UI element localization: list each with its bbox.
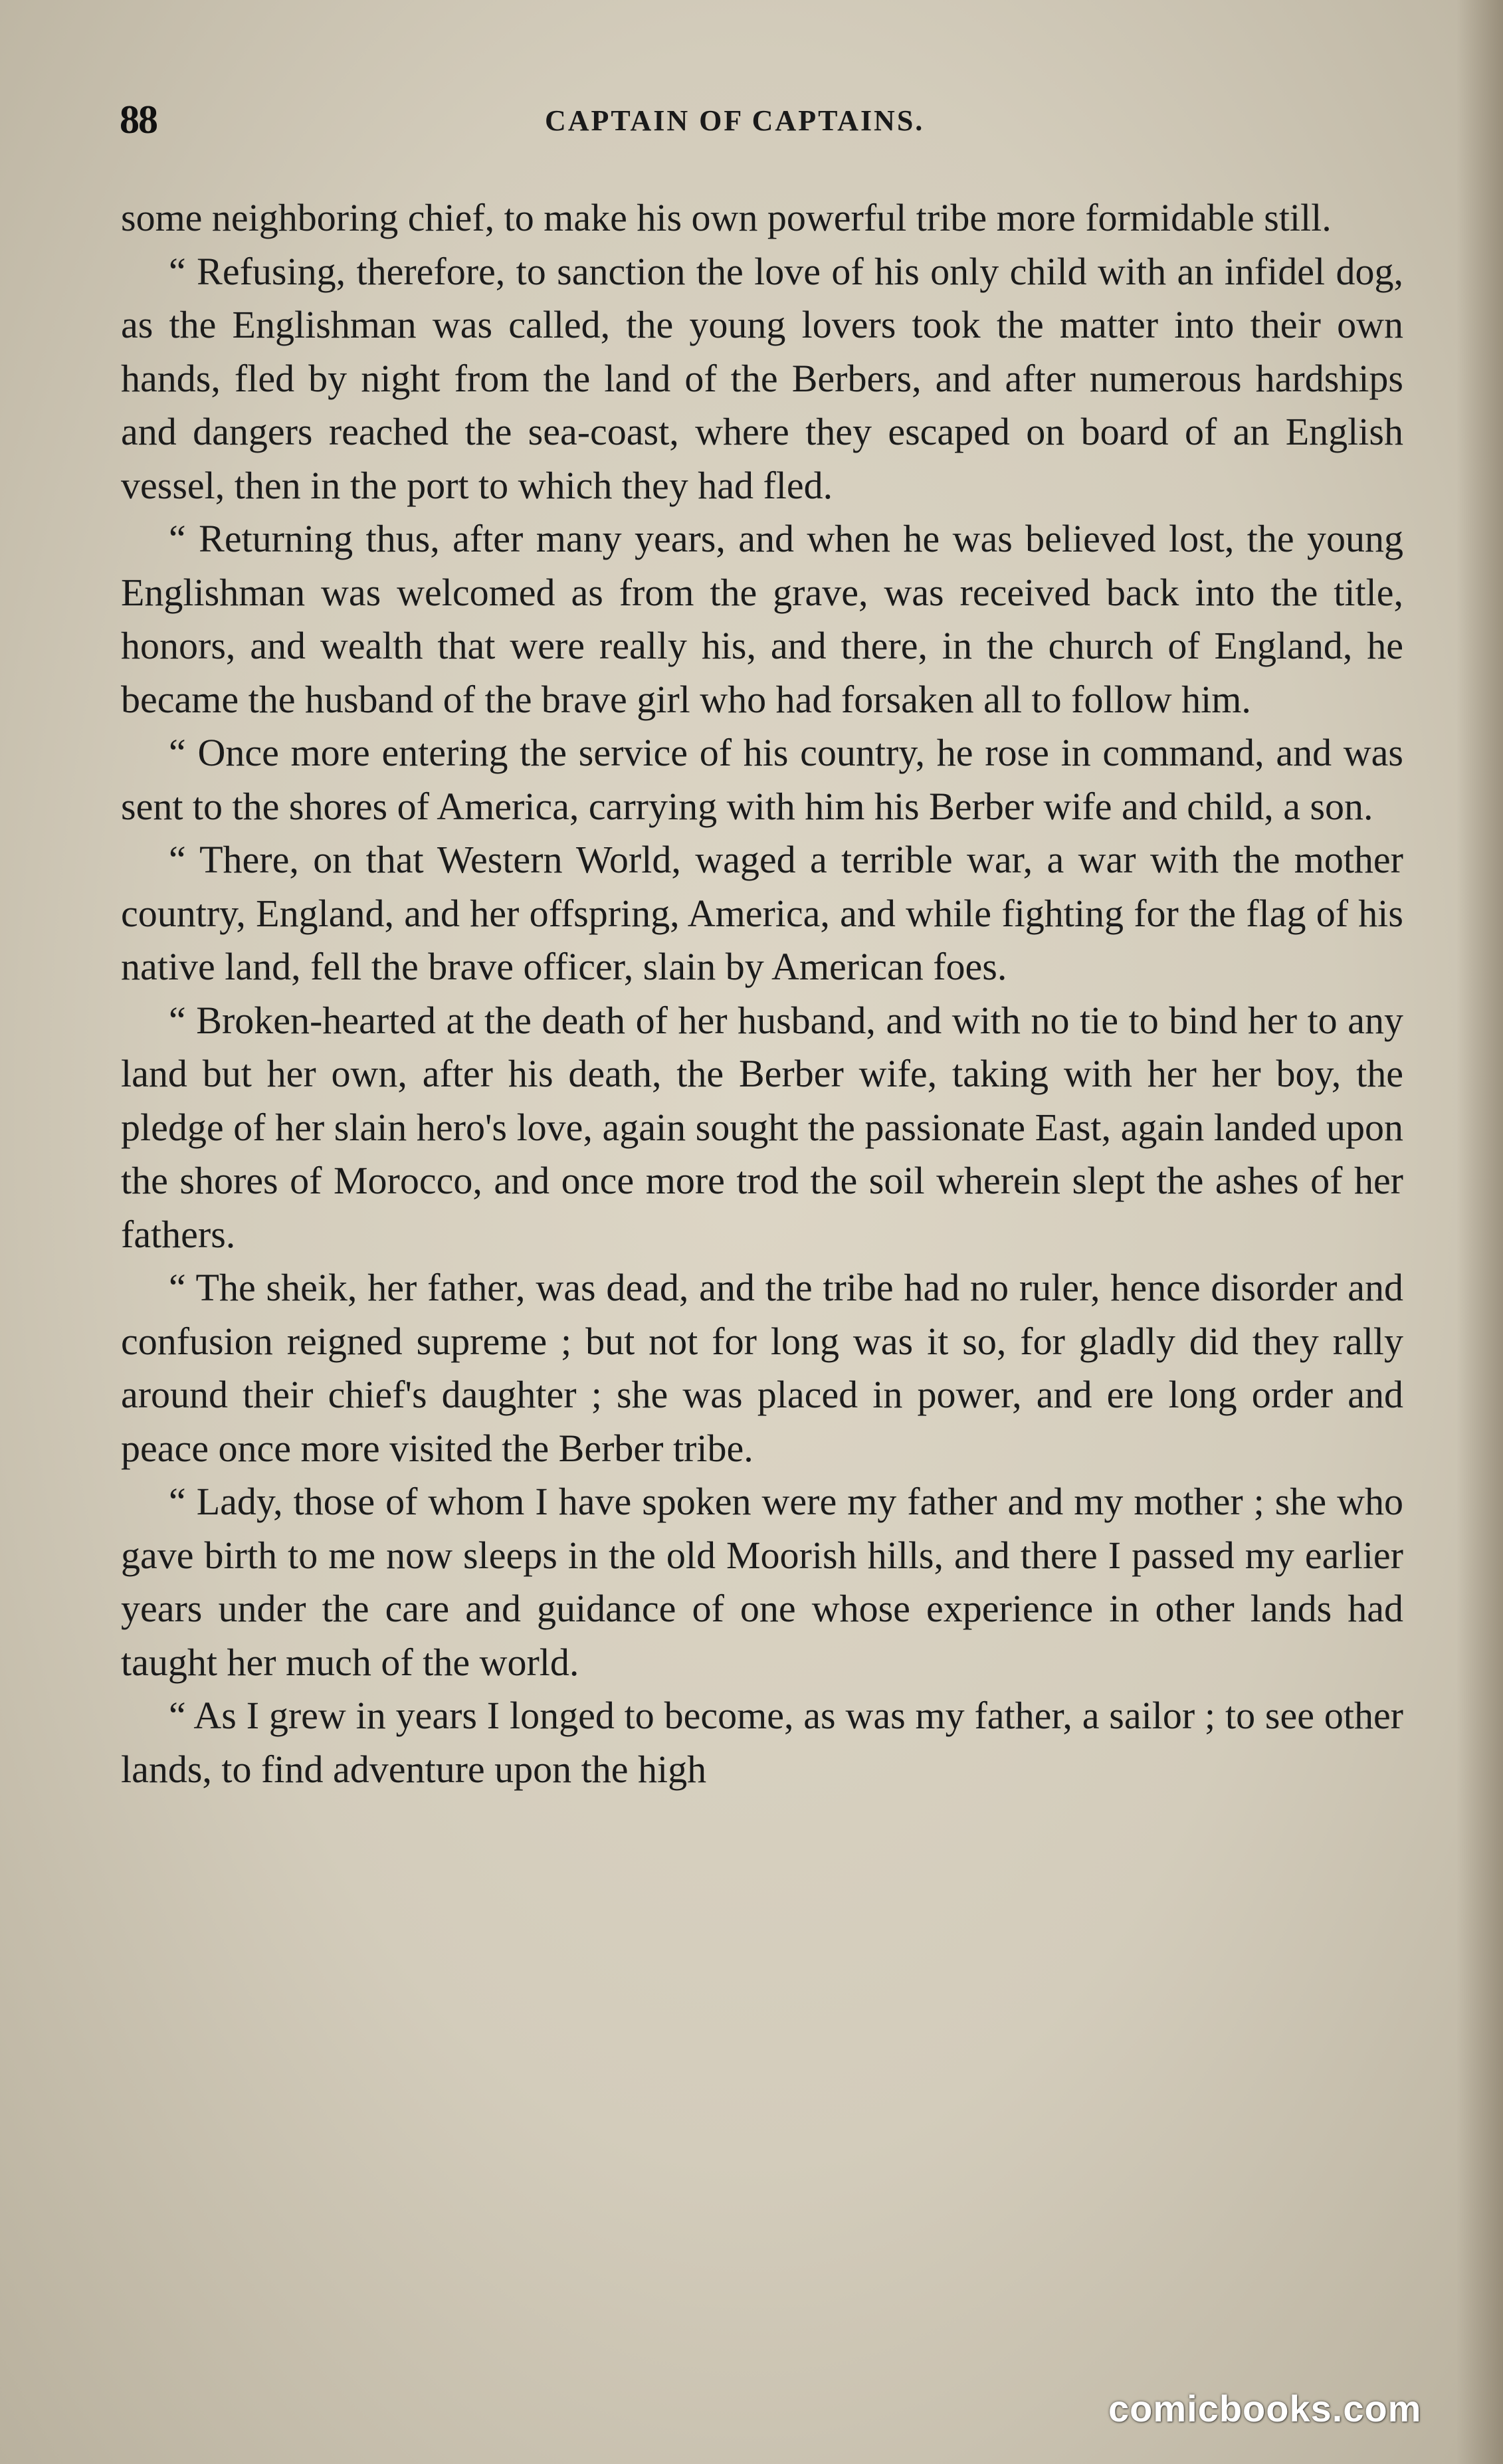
watermark: comicbooks.com (1108, 2388, 1422, 2429)
paragraph: “ Broken-hearted at the death of her husband, and with no tie to bind her to any land but her own, after his death, the Berber wife, taking with her her boy, the pledge of her slain hero's love, again sought the passionate East, again landed upon the shores of Morocco, and once more trod the soil wherein slept the ashes of her fathers. (121, 998, 1403, 1256)
paragraph: “ Refusing, therefore, to sanction the love of his only child with an infidel dog, as the Englishman was called, the young lovers took the matter into their own hands, fled by night from the land of the Berbers, and after numerous hardships and dangers reached the sea-coast, where they escaped on board of an English vessel, then in the port to which they had fled. (121, 249, 1403, 507)
paragraph: “ The sheik, her father, was dead, and the tribe had no ruler, hence disorder and confusion reigned supreme ; but not for long was it so, for gladly did they rally around their chief's daughter ; she was placed in power, and ere long order and peace once more visited the Berber tribe. (121, 1266, 1403, 1470)
paragraph: “ As I grew in years I longed to become, as was my father, a sailor ; to see other lands, to find adventure upon the high (121, 1694, 1403, 1791)
paragraph-continuation: some neighboring chief, to make his own powerful tribe more formidable still. (121, 196, 1332, 239)
running-head: CAPTAIN OF CAPTAINS. (545, 104, 925, 137)
page-number: 88 (120, 98, 157, 142)
paragraph: “ Once more entering the service of his country, he rose in command, and was sent to the shores of America, carrying with him his Berber wife and child, a son. (121, 731, 1403, 828)
paragraph: “ Lady, those of whom I have spoken were my father and my mother ; she who gave birth to me now sleeps in the old Moorish hills, and there I passed my earlier years under the care and guidance of one whose experience in other lands had taught her much of the world. (121, 1480, 1403, 1684)
page-header (120, 93, 1422, 146)
paragraph: “ There, on that Western World, waged a terrible war, a war with the mother country, England, and her offspring, America, and while fighting for the flag of his native land, fell the brave officer, slain by American foes. (121, 838, 1403, 988)
body-text (121, 191, 1403, 1796)
paragraph: “ Returning thus, after many years, and when he was believed lost, the young Englishman was welcomed as from the grave, was received back into the title, honors, and wealth that were really his, and there, in the church of England, he became the husband of the brave girl who had forsaken all to follow him. (121, 517, 1403, 721)
page-shadow-edge (1456, 0, 1503, 2464)
